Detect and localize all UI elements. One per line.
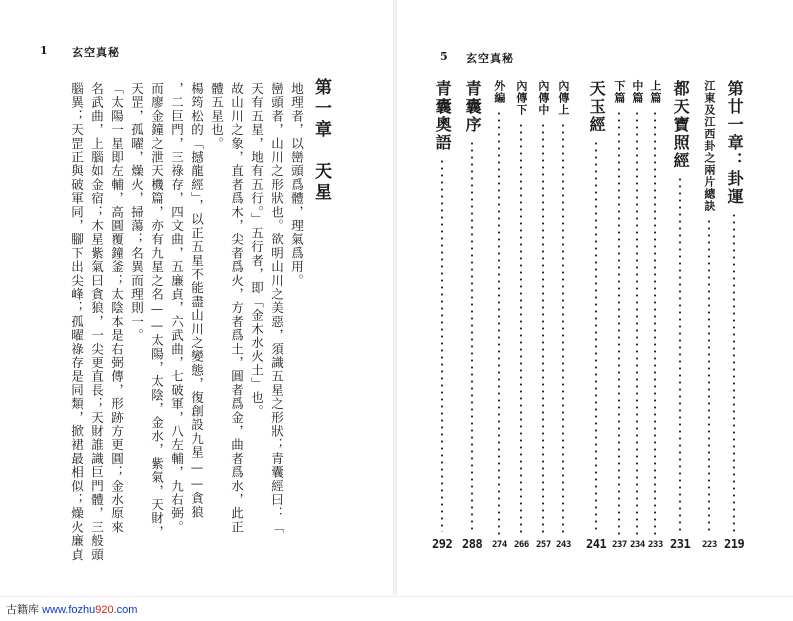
toc-label: 天玉經: [587, 80, 607, 134]
toc-page-number: 243: [556, 540, 571, 550]
toc-label: 江東及江西卦之兩片總訣: [702, 80, 716, 212]
left-page-number: 1: [40, 44, 48, 57]
toc-entry-dutian-baozhao[interactable]: [670, 80, 690, 550]
site-name: 古籍库: [6, 604, 39, 616]
toc-entry-waibian[interactable]: [492, 80, 507, 550]
toc-page-number: 234: [630, 540, 645, 550]
text-column: 楊筠松的「撼龍經」，以正五星不能盡山川之變態，復創設九星——貪狼: [189, 82, 205, 520]
toc-entry-neichuan-xia[interactable]: [514, 80, 529, 550]
chapter-title: 第一章 天星: [311, 78, 331, 204]
text-column: 天有五星，地有五行。」五行者，即「金木水火土」也。: [249, 82, 265, 419]
toc-leader-dots: [708, 218, 710, 535]
toc-label: 第廿一章：卦運: [725, 80, 745, 206]
toc-label: 下篇: [612, 80, 626, 104]
text-column: 腦異；天罡正與破軍同，腳下出尖峰；孤曜祿存是同類，掀裙最相似；燥火廉貞: [69, 82, 85, 562]
toc-page-number: 257: [536, 540, 551, 550]
text-column: 地理者，以巒頭爲體，理氣爲用。: [289, 82, 305, 288]
toc-label: 中篇: [630, 80, 644, 104]
toc-label: 外編: [492, 80, 506, 104]
text-column: ，二巨門，三祿存，四文曲，五廉貞，六武曲，七破軍，八左輔，九右弼。: [169, 82, 185, 535]
toc-entry-chapter-21[interactable]: [724, 80, 744, 550]
toc-page-number: 266: [514, 540, 529, 550]
toc-page-number: 219: [724, 537, 745, 551]
text-column: 故山川之象，直者爲木，尖者爲火，方者爲土，圓者爲金，曲者爲水，此正: [229, 82, 245, 535]
toc-leader-dots: [471, 140, 473, 532]
watermark-text: [6, 601, 137, 617]
toc-entry-neichuan-shang[interactable]: [556, 80, 571, 550]
toc-leader-dots: [679, 176, 681, 532]
toc-label: 上篇: [648, 80, 662, 104]
toc-label: 內傳上: [556, 80, 570, 116]
toc-entry-jiangdong-jiangxi[interactable]: [702, 80, 717, 550]
text-column: 名武曲，上腦如金宿；木星紫氣曰貪狼，一尖更直長；天財誰識巨門體，三般頭: [89, 82, 105, 562]
toc-label: 青囊奧語: [433, 80, 453, 152]
toc-page-number: 274: [492, 540, 507, 550]
right-page-number: 5: [440, 50, 448, 63]
toc-page-number: 231: [670, 537, 691, 551]
text-column: 天罡，孤曜，燥火，掃蕩；名異而理則一。: [129, 82, 145, 343]
toc-leader-dots: [733, 212, 735, 532]
toc-leader-dots: [542, 122, 544, 535]
toc-label: 都天寶照經: [671, 80, 691, 170]
toc-entry-neichuan-zhong[interactable]: [536, 80, 551, 550]
left-page: [0, 0, 396, 595]
toc-page-number: 233: [648, 540, 663, 550]
toc-leader-dots: [441, 158, 443, 532]
toc-entry-xiapian[interactable]: [612, 80, 627, 550]
toc-entry-qingnang-aoyu[interactable]: [432, 80, 452, 550]
site-url[interactable]: www.fozhu920.com: [42, 604, 138, 616]
text-column: 巒頭者，山川之形狀也。欲明山川之美惡，須識五星之形狀；青囊經曰：「: [269, 82, 285, 535]
watermark-footer: [0, 596, 793, 621]
toc-page-number: 237: [612, 540, 627, 550]
toc-label: 青囊序: [463, 80, 483, 134]
toc-entry-zhongpian[interactable]: [630, 80, 645, 550]
toc-leader-dots: [654, 110, 656, 535]
text-column: 而廖金鐘之泄天機篇，亦有九星之名——太陽，太陰，金水，紫氣，天財，: [149, 82, 165, 540]
toc-page-number: 288: [462, 537, 483, 551]
toc-leader-dots: [636, 110, 638, 535]
right-page-header: 玄空真秘: [466, 52, 514, 65]
toc-leader-dots: [595, 140, 597, 532]
toc-label: 內傳下: [514, 80, 528, 116]
toc-page-number: 241: [586, 537, 607, 551]
toc-leader-dots: [618, 110, 620, 535]
toc-leader-dots: [498, 110, 500, 535]
toc-label: 內傳中: [536, 80, 550, 116]
toc-entry-shangpian[interactable]: [648, 80, 663, 550]
toc-leader-dots: [520, 122, 522, 535]
toc-page-number: 292: [432, 537, 453, 551]
toc-entry-tianyu-jing[interactable]: [586, 80, 606, 550]
toc-page-number: 223: [702, 540, 717, 550]
toc-leader-dots: [562, 122, 564, 535]
left-page-header: 玄空真秘: [72, 46, 120, 59]
right-page: [396, 0, 793, 595]
text-column: 體五星也。: [209, 82, 225, 151]
toc-entry-qingnang-xu[interactable]: [462, 80, 482, 550]
text-column: 「太陽一星即左輔，高圓覆鐘釜；太陰本是右弼傳，形跡方更圓；金水原來: [109, 82, 125, 535]
